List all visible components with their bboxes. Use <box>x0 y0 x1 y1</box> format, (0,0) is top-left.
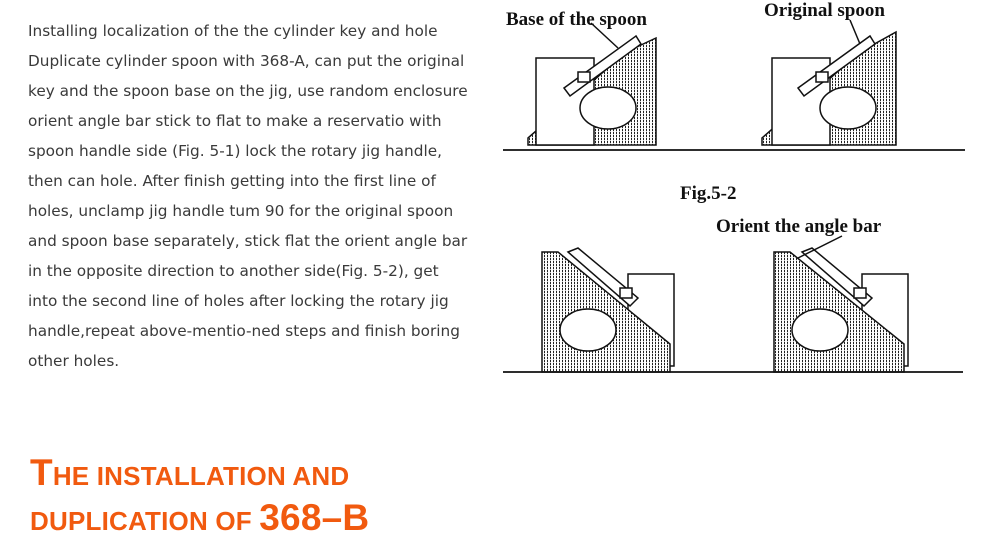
paragraph-line: holes, unclamp jig handle tum 90 for the original spoon <box>28 202 454 220</box>
label-base-of-spoon: Base of the spoon <box>506 9 647 30</box>
heading-line-2 <box>30 497 369 542</box>
instructions-paragraph <box>28 16 498 376</box>
heading-model-suffix: B <box>342 497 370 538</box>
jig-illustration-bottom-right <box>774 236 908 372</box>
heading-line2-text: DUPLICATION OF <box>30 506 260 536</box>
heading-line-1 <box>30 452 369 497</box>
paragraph-line: Installing localization of the the cylinder key and hole <box>28 22 438 40</box>
figure-caption: Fig.5-2 <box>680 183 737 204</box>
section-heading <box>30 452 369 542</box>
heading-model-number: 368 <box>259 497 322 538</box>
heading-line1-rest: HE INSTALLATION AND <box>52 461 350 491</box>
paragraph-line: orient angle bar stick to flat to make a reservatio with <box>28 112 442 130</box>
heading-dash: – <box>321 497 343 538</box>
heading-initial: T <box>30 452 53 493</box>
label-original-spoon: Original spoon <box>764 0 885 21</box>
paragraph-line: spoon handle side (Fig. 5-1) lock the rotary jig handle, <box>28 142 442 160</box>
label-orient-angle-bar: Orient the angle bar <box>716 216 882 237</box>
paragraph-line: handle,repeat above-mentio-ned steps and finish boring <box>28 322 460 340</box>
paragraph-line: key and the spoon base on the jig, use random enclosure <box>28 82 468 100</box>
paragraph-line: other holes. <box>28 352 120 370</box>
paragraph-line: into the second line of holes after locking the rotary jig <box>28 292 449 310</box>
jig-diagram <box>498 0 978 385</box>
paragraph-line: then can hole. After finish getting into the first line of <box>28 172 436 190</box>
paragraph-line: Duplicate cylinder spoon with 368-A, can put the original <box>28 52 465 70</box>
jig-illustration-bottom-left <box>542 248 674 372</box>
paragraph-line: in the opposite direction to another side(Fig. 5-2), get <box>28 262 439 280</box>
jig-illustration-top-right <box>762 20 896 145</box>
jig-illustration-top-left <box>528 23 656 145</box>
paragraph-line: and spoon base separately, stick flat the orient angle bar <box>28 232 468 250</box>
